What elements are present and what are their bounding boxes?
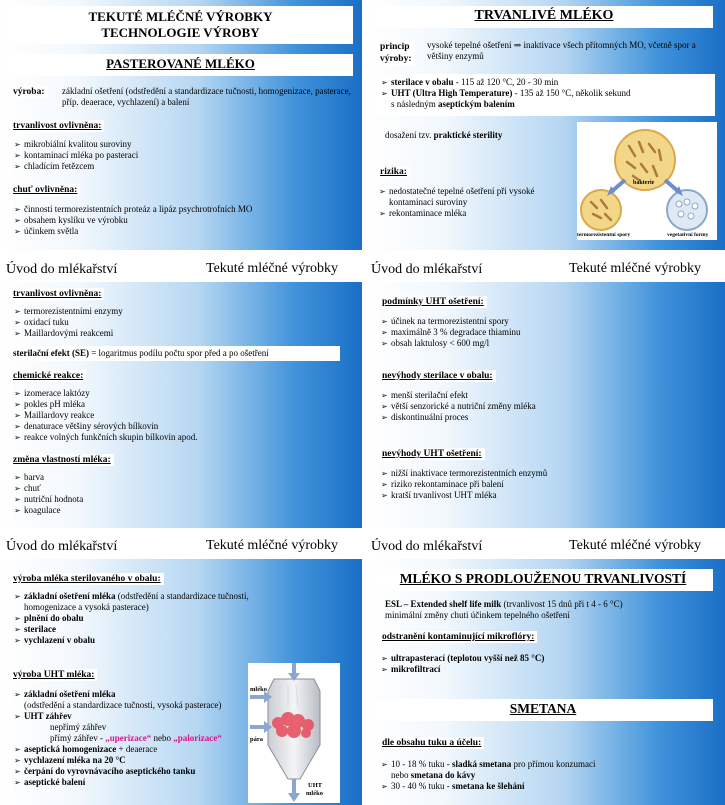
list-item: ➢ nutriční hodnota	[14, 494, 344, 505]
bacteria-diagram	[577, 122, 717, 240]
nevyhody-uht-list	[381, 468, 711, 501]
list-item: ➢ reakce volných funkčních skupin bílkovin apod.	[14, 432, 344, 443]
list-item: ➢ UHT záhřev	[14, 711, 264, 722]
smetana-title: SMETANA	[373, 699, 713, 721]
tuk-label: dle obsahu tuku a účelu:	[379, 737, 484, 749]
chut-label: chuť ovlivněna:	[10, 184, 80, 196]
nevyhody-uht-label: nevýhody UHT ošetření:	[379, 448, 485, 460]
header-right: Tekuté mléčné výrobky	[569, 261, 701, 276]
list-item: ➢ mikrobiální kvalitou suroviny	[14, 139, 344, 150]
list-item: ➢ barva	[14, 472, 344, 483]
label-uht-mleko: mléko	[306, 790, 323, 797]
slide-header	[0, 256, 362, 282]
list-item: ➢ vychlazení mléka na 20 °C	[14, 755, 264, 766]
list-item: ➢ nižší inaktivace termorezistentních enzymů	[381, 468, 711, 479]
zmena-label: změna vlastností mléka:	[10, 454, 114, 466]
list-item: ➢ rekontaminace mléka	[379, 208, 579, 219]
slide-title: TRVANLIVÉ MLÉKO	[375, 6, 713, 28]
list-item: ➢ plnění do obalu	[14, 613, 344, 624]
zmena-list	[14, 472, 344, 516]
list-item: ➢ riziko rekontaminace při balení	[381, 479, 711, 490]
vyroba-obal-list	[14, 591, 344, 646]
podminky-list	[381, 316, 711, 349]
label-spory: termorezistentní spory	[577, 232, 631, 238]
header-left: Úvod do mlékařství	[6, 262, 118, 277]
header-left: Úvod do mlékařství	[6, 539, 118, 554]
list-item: s následným aseptickým balením	[391, 99, 515, 109]
trvanlivost-label: trvanlivost ovlivněna:	[10, 120, 104, 132]
vyroba-obal-label: výroba mléka sterilovaného v obalu:	[10, 573, 164, 585]
vyroba-label: výroba:	[10, 86, 48, 98]
list-item: ➢ základní ošetření mléka	[14, 689, 264, 700]
list-item: ➢ čerpání do vyrovnávacího aseptického tanku	[14, 766, 264, 777]
list-item: ➢ nedostatečné tepelné ošetření při vysoké kontaminaci suroviny	[379, 186, 579, 208]
trvanlivost-list	[14, 139, 344, 172]
list-item: ➢ koagulace	[14, 505, 344, 516]
list-item: ➢ účinek na termorezistentní spory	[381, 316, 711, 327]
list-item: ➢ 10 - 18 % tuku - sladká smetana pro přímou konzumaci	[381, 759, 711, 770]
list-item: ➢ obsah laktulosy < 600 mg/l	[381, 338, 711, 349]
label-mleko: mléko	[250, 686, 267, 693]
list-item: ➢ kratší trvanlivost UHT mléka	[381, 490, 711, 501]
slide-vyroba-uht	[0, 533, 362, 805]
list-item: ➢ aseptické balení	[14, 777, 264, 788]
header-left: Úvod do mlékařství	[371, 539, 483, 554]
header-right: Tekuté mléčné výrobky	[569, 538, 701, 553]
nevyhody-obal-list	[381, 390, 711, 423]
list-item: ➢ základní ošetření mléka (odstředění a standardizace tučnosti,	[14, 591, 344, 602]
label-bakterie: bakterie	[633, 180, 655, 186]
list-item: homogenizace a vysoká pasterace)	[24, 602, 149, 612]
podminky-label: podmínky UHT ošetření:	[379, 296, 487, 308]
slide-trvanlive-mleko	[365, 0, 725, 250]
list-item: ➢ maximálně 3 % degradace thiaminu	[381, 327, 711, 338]
dosazeni-text: dosažení tzv. praktické sterility	[385, 130, 503, 140]
header-left: Úvod do mlékařství	[371, 262, 483, 277]
chem-list	[14, 388, 344, 443]
list-item: nepřímý záhřev	[50, 722, 107, 732]
list-item: ➢ chuť	[14, 483, 344, 494]
chut-list	[14, 204, 354, 237]
esl-title: MLÉKO S PRODLOUŽENOU TRVANLIVOSTÍ	[373, 569, 713, 591]
slide-esl-smetana	[365, 533, 725, 805]
list-item: ➢ diskontinuální proces	[381, 412, 711, 423]
list-item: ➢ pokles pH mléka	[14, 399, 344, 410]
list-item: ➢ aseptická homogenizace + deaerace	[14, 744, 264, 755]
section-title: PASTEROVANÉ MLÉKO	[8, 54, 353, 76]
list-item: přímý záhřev - „uperizace“ nebo „palorizace“	[50, 733, 222, 743]
list-item: ➢ denaturace většiny sérových bílkovin	[14, 421, 344, 432]
list-item: ➢ chladícím řetězcem	[14, 161, 344, 172]
princip-text: vysoké tepelné ošetření ⇒ inaktivace všech přítomných MO, včetně spor a většiny enzymů	[427, 40, 696, 61]
list-item: ➢ ultrapasterací (teplotou vyšší než 85 °C)	[381, 653, 711, 664]
uht-vessel-illustration	[248, 663, 340, 803]
header-right: Tekuté mléčné výrobky	[206, 261, 338, 276]
list-item: ➢ UHT (Ultra High Temperature) - 135 až 150 °C, několik sekund	[381, 88, 711, 99]
list-item: ➢ sterilace v obalu - 115 až 120 °C, 20 - 30 min	[381, 77, 711, 88]
rizika-label: rizika:	[377, 166, 410, 178]
label-vegetativni: vegetativní formy	[667, 232, 709, 238]
esl-text: ESL – Extended shelf life milk (trvanlivost 15 dnů při t 4 - 6 °C) minimální změny chuti účinkem tepelného ošetření	[385, 599, 623, 620]
title-line-2: TECHNOLOGIE VÝROBY	[101, 25, 260, 40]
list-item: ➢ činností termorezistentních proteáz a lipáz psychrotrofních MO	[14, 204, 354, 215]
odstraneni-list	[381, 653, 711, 675]
list-item: ➢ Maillardovými reakcemi	[14, 328, 344, 339]
sterilacni-efekt: sterilační efekt (SE) = logaritmus podílu počtu spor před a po ošetření	[10, 346, 340, 361]
list-item: ➢ termorezistentními enzymy	[14, 306, 344, 317]
slide-header	[0, 533, 362, 559]
princip-label: princip výroby:	[377, 40, 415, 66]
tuk-list	[381, 759, 711, 792]
vyroba-text: základní ošetření (odstředění a standardizace tučnosti, homogenizace, pasterace, příp. deaerace, vychlazení) a balení	[62, 86, 351, 107]
list-item: ➢ menší sterilační efekt	[381, 390, 711, 401]
list-item: ➢ kontaminací mléka po pasteraci	[14, 150, 344, 161]
nevyhody-obal-label: nevýhody sterilace v obalu:	[379, 370, 496, 382]
vyroba-uht-list	[14, 689, 264, 788]
slide-header	[365, 533, 725, 559]
list-item: ➢ mikrofiltrací	[381, 664, 711, 675]
rizika-list	[379, 186, 579, 219]
vyroba-uht-label: výroba UHT mléka:	[10, 669, 97, 681]
slide-pasterovane-mleko	[0, 0, 362, 250]
slide-sterilace-vlastnosti	[0, 256, 362, 528]
uht-vessel-diagram	[248, 663, 340, 803]
list-item: (odstředění a standardizace tučnosti, vysoká pasterace)	[24, 700, 222, 710]
list-item: ➢ oxidací tuku	[14, 317, 344, 328]
methods-box	[377, 74, 715, 116]
list-item: ➢ účinkem světla	[14, 226, 354, 237]
list-item: ➢ větší senzorické a nutriční změny mléka	[381, 401, 711, 412]
label-uht: UHT	[308, 782, 323, 789]
title-line-1: TEKUTÉ MLÉČNÉ VÝROBKY	[88, 9, 273, 24]
list-item: ➢ Maillardovy reakce	[14, 410, 344, 421]
trvanlivost-list	[14, 306, 344, 339]
odstraneni-label: odstranění kontaminující mikroflóry:	[379, 631, 537, 643]
list-item: ➢ sterilace	[14, 624, 344, 635]
list-item: ➢ vychlazení v obalu	[14, 635, 344, 646]
trvanlivost-label: trvanlivost ovlivněna:	[10, 288, 104, 300]
slide-title	[8, 6, 353, 44]
list-item: ➢ obsahem kyslíku ve výrobku	[14, 215, 354, 226]
list-item: ➢ 30 - 40 % tuku - smetana ke šlehání	[381, 781, 711, 792]
list-item: nebo smetana do kávy	[391, 770, 476, 780]
header-right: Tekuté mléčné výrobky	[206, 538, 338, 553]
label-para: pára	[250, 736, 263, 743]
list-item: ➢ izomerace laktózy	[14, 388, 344, 399]
slide-uht-podminky	[365, 256, 725, 528]
chem-label: chemické reakce:	[10, 370, 86, 382]
bacteria-illustration	[577, 122, 717, 240]
slide-header	[365, 256, 725, 282]
